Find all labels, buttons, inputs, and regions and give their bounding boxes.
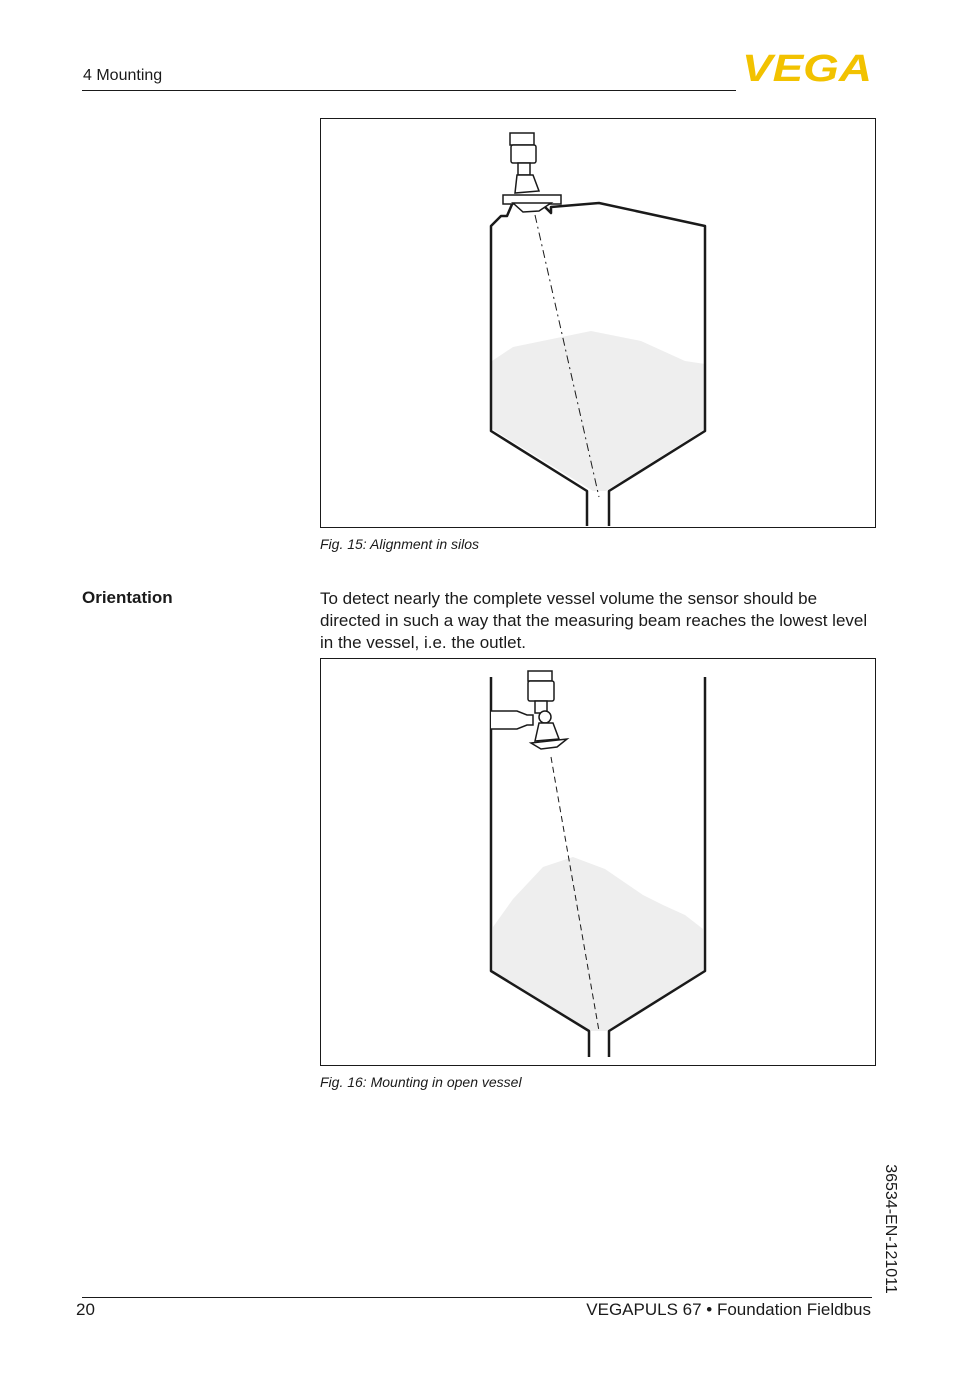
sensor-housing	[511, 145, 536, 163]
subheading-orientation: Orientation	[82, 588, 173, 607]
section-title: 4 Mounting	[83, 67, 163, 84]
sensor-neck	[518, 163, 530, 175]
sensor-horn	[535, 723, 559, 741]
silo-illustration	[321, 119, 875, 527]
header-divider	[82, 90, 736, 91]
document-id: 36534-EN-121011	[882, 1164, 899, 1294]
page-number: 20	[76, 1300, 95, 1319]
sensor-swivel	[539, 711, 551, 723]
logo-graphic	[742, 52, 872, 84]
mounting-bracket	[491, 711, 533, 729]
footer-title: VEGAPULS 67 • Foundation Fieldbus	[586, 1300, 871, 1319]
figure-caption: Fig. 15: Alignment in silos	[320, 536, 479, 552]
sensor-lens	[513, 203, 551, 212]
figure-alignment-in-silos	[320, 118, 876, 528]
sensor-housing-cap	[510, 133, 534, 145]
vega-logo	[742, 52, 872, 84]
figure-caption: Fig. 16: Mounting in open vessel	[320, 1074, 522, 1090]
sensor-swivel	[515, 175, 539, 193]
figure-mounting-in-open-vessel	[320, 658, 876, 1066]
bulk-material	[492, 331, 705, 491]
sensor-housing-cap	[528, 671, 552, 681]
bulk-material	[493, 857, 703, 1031]
sensor-housing	[528, 681, 554, 701]
body-paragraph: To detect nearly the complete vessel volume the sensor should be directed in such a way that the measuring beam reaches the lowest level in the vessel, i.e. the outlet.	[320, 589, 868, 652]
footer-divider	[82, 1297, 872, 1298]
open-vessel-illustration	[321, 659, 875, 1065]
logo-text: VEGA	[742, 52, 872, 84]
